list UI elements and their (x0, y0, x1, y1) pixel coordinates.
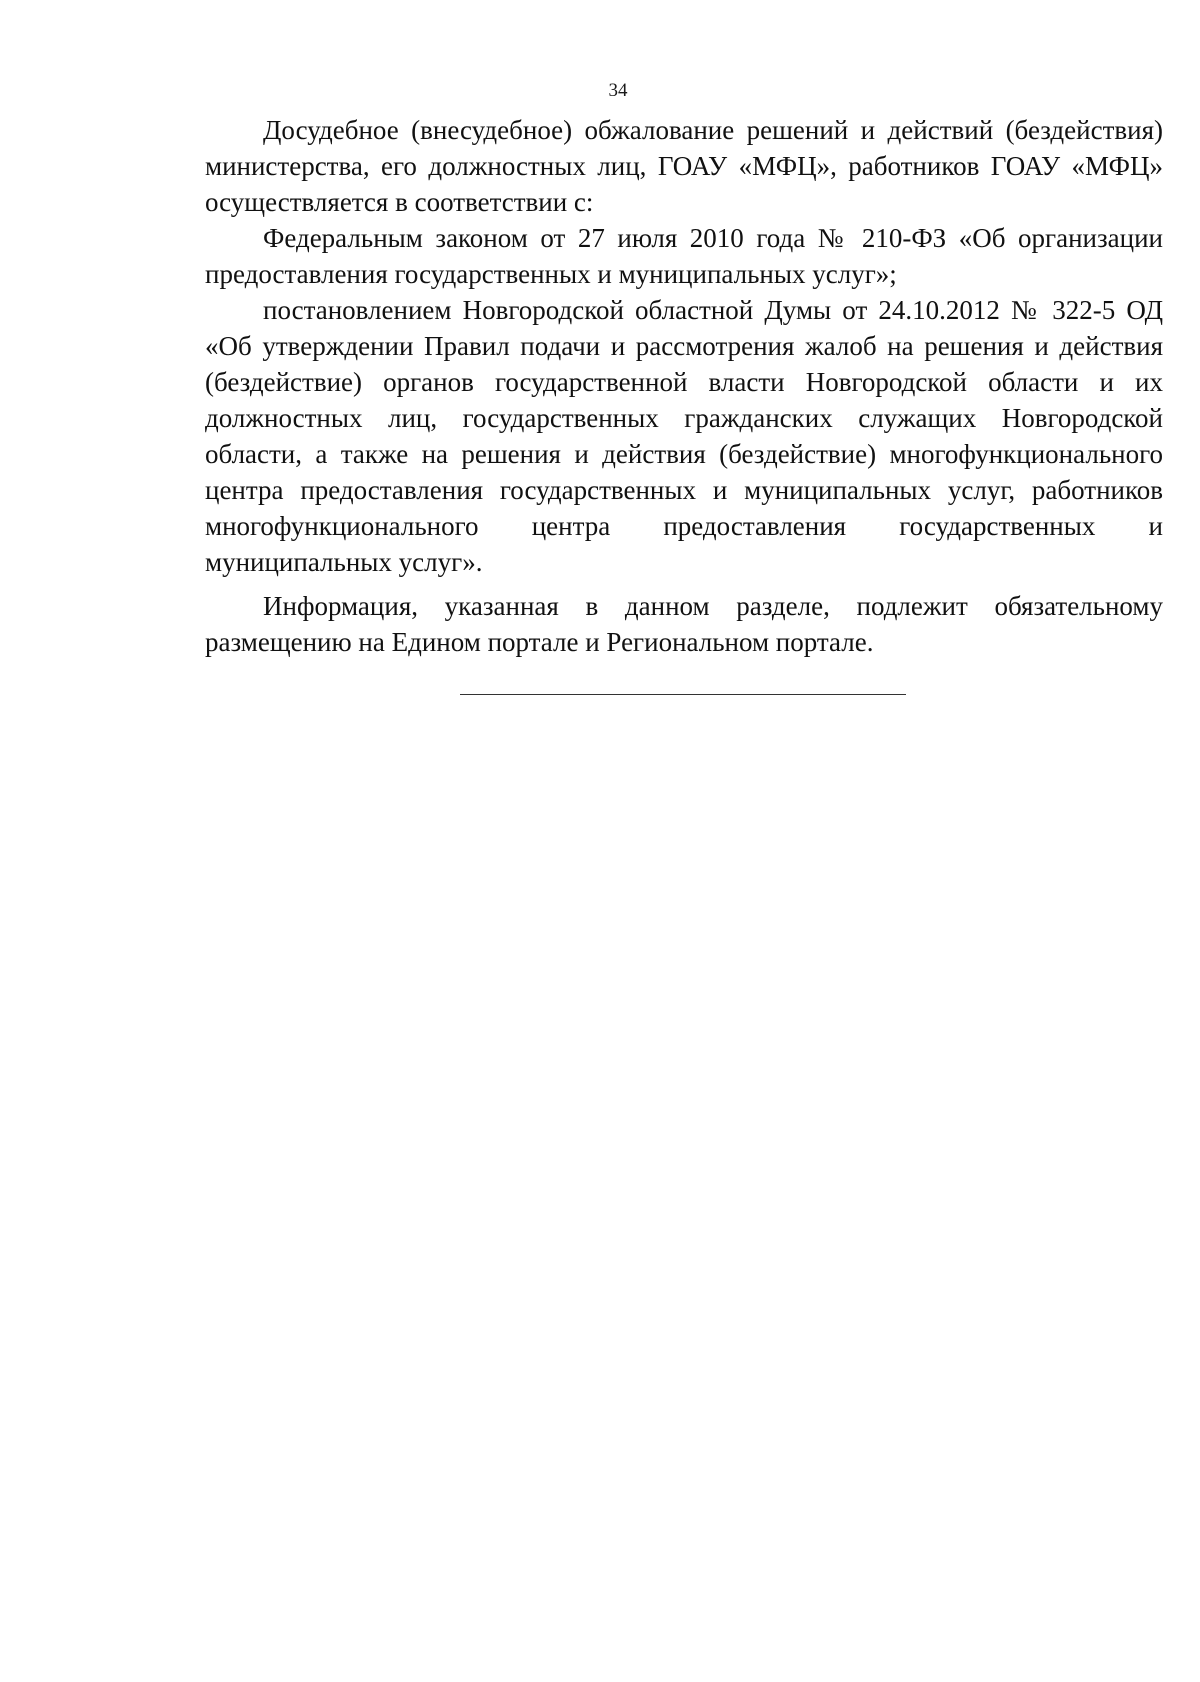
document-body (205, 112, 1163, 660)
paragraph-duma-resolution: постановлением Новгородской областной Думы от 24.10.2012 № 322-5 ОД «Об утверждении Правил подачи и рассмотрения жалоб на решения и действия (бездействие) органов государственной власти Новгородской области и их должностных лиц, государственных гражданских служащих Новгородской области, а также на решения и действия (бездействие) многофункционального центра предоставления государственных и муниципальных услуг, работников многофункционального центра предоставления государственных и муниципальных услуг». (205, 295, 1163, 577)
paragraph-publication-info: Информация, указанная в данном разделе, подлежит обязательному размещению на Едином портале и Региональном портале. (205, 591, 1163, 657)
page-number: 34 (608, 80, 628, 101)
paragraph-appeal-procedure: Досудебное (внесудебное) обжалование решений и действий (бездействия) министерства, его должностных лиц, ГОАУ «МФЦ», работников ГОАУ «МФЦ» осуществляется в соответствии с: (205, 115, 1163, 217)
end-of-document-rule (460, 694, 906, 695)
paragraph-federal-law: Федеральным законом от 27 июля 2010 года № 210-ФЗ «Об организации предоставления государственных и муниципальных услуг»; (205, 223, 1163, 289)
